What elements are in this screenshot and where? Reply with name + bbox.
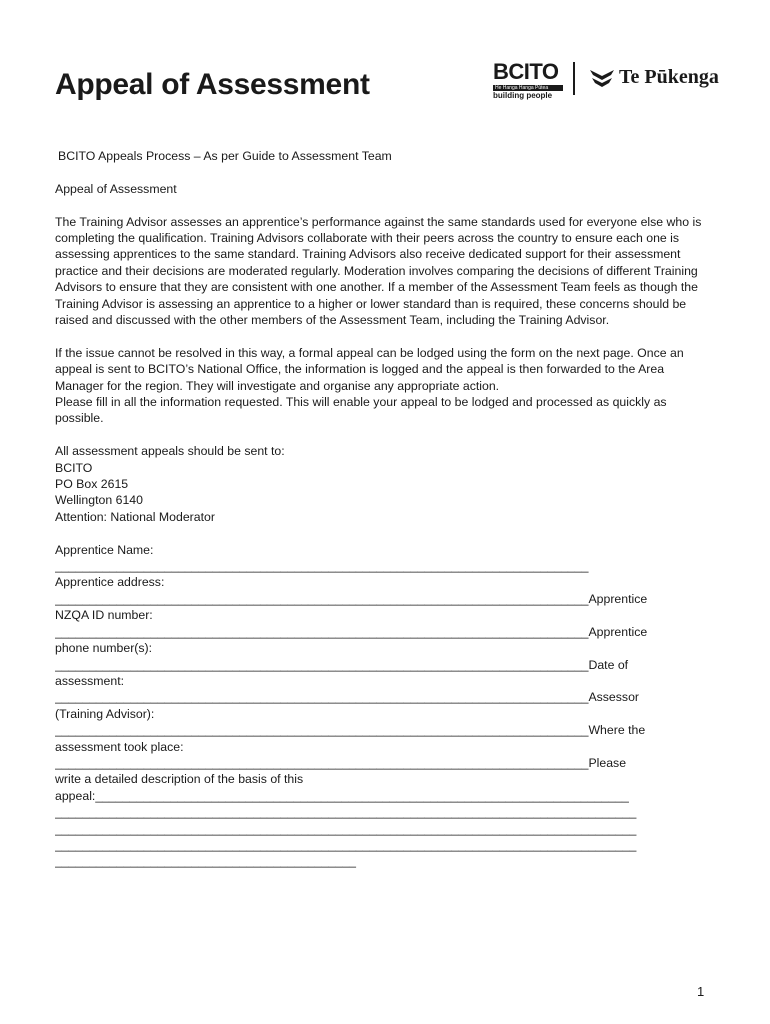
form-label-location: assessment took place: [55, 739, 184, 754]
te-pukenga-wordmark: Te Pūkenga [619, 66, 719, 88]
form-blank-phone[interactable]: ______________________________________________________________________________Date of [55, 657, 629, 672]
page-title: Appeal of Assessment [55, 68, 370, 101]
bcito-logo-bar: He Hanga Hanga Pūtea [493, 85, 563, 91]
form-label-apprentice-name: Apprentice Name: [55, 542, 154, 557]
bcito-logo [493, 61, 563, 101]
form-blank-nzqa-id[interactable]: ______________________________________________________________________________Apprentice [55, 624, 648, 639]
form-blank-location[interactable]: ______________________________________________________________________________Please [55, 755, 627, 770]
form-blank-apprentice-address[interactable]: ______________________________________________________________________________Apprentice [55, 591, 648, 606]
form-label-assessment-date: assessment: [55, 673, 125, 688]
logo-divider [573, 62, 575, 95]
te-pukenga-logo [589, 66, 719, 89]
paragraph-formal-appeal: If the issue cannot be resolved in this way, a formal appeal can be lodged using the form on the next page. Once an appeal is sent to BCITO’s National Office, the information is logged and the appeal is then forwarded to the Area Manager for the region. They will investigate and organise any appropriate action. [55, 345, 684, 393]
form-blank-appeal-5[interactable]: ____________________________________________ [55, 854, 356, 869]
form-label-assessor: (Training Advisor): [55, 706, 155, 721]
paragraph-moderation: The Training Advisor assesses an apprentice’s performance against the same standards used for everyone else who is completing the qualification. Training Advisors collaborate with their peers across the country to ensure each one is assessing apprentices to the same standard. Training Advisors also receive dedicated support for their assessment practice and their decisions are moderated regularly. Moderation involves comparing the decisions of different Training Advisors to ensure that they are consistent with one another. If a member of the Assessment Team feels as though the Training Advisor is assessing an apprentice to a higher or lower standard than is required, these concerns should be raised and discussed with the other members of the Assessment Team, including the Training Advisor. [55, 214, 702, 328]
form-blank-appeal-3[interactable]: _____________________________________________________________________________________ [55, 821, 637, 836]
form-label-apprentice-address: Apprentice address: [55, 575, 165, 590]
document-body [55, 148, 710, 870]
form-blank-assessment-date[interactable]: ______________________________________________________________________________Assessor [55, 690, 640, 705]
bcito-logo-mark: BCITO [493, 59, 559, 84]
process-line: BCITO Appeals Process – As per Guide to Assessment Team [58, 149, 392, 163]
form-blank-appeal-2[interactable]: _____________________________________________________________________________________ [55, 805, 637, 820]
address-intro: All assessment appeals should be sent to: [55, 444, 285, 459]
form-blank-appeal-1[interactable]: appeal:______________________________________________________________________________ [55, 788, 629, 803]
form-blank-assessor[interactable]: ______________________________________________________________________________Where the [55, 723, 646, 738]
paragraph-fill-in: Please fill in all the information requested. This will enable your appeal to be lodged and processed as quickly as possible. [55, 395, 667, 426]
address-line-3: Wellington 6140 [55, 493, 143, 508]
page-number: 1 [697, 984, 705, 999]
form-label-nzqa-id: NZQA ID number: [55, 608, 153, 623]
bcito-logo-tagline: building people [493, 91, 553, 100]
section-heading: Appeal of Assessment [55, 181, 177, 196]
form-label-phone: phone number(s): [55, 641, 153, 656]
form-blank-appeal-4[interactable]: _____________________________________________________________________________________ [55, 837, 637, 852]
address-line-2: PO Box 2615 [55, 477, 129, 492]
address-line-4: Attention: National Moderator [55, 509, 215, 524]
address-line-1: BCITO [55, 460, 93, 475]
form-label-description: write a detailed description of the basis of this [55, 772, 304, 787]
form-blank-apprentice-name[interactable]: ______________________________________________________________________________ [55, 559, 589, 574]
te-pukenga-bird-icon [589, 67, 615, 89]
